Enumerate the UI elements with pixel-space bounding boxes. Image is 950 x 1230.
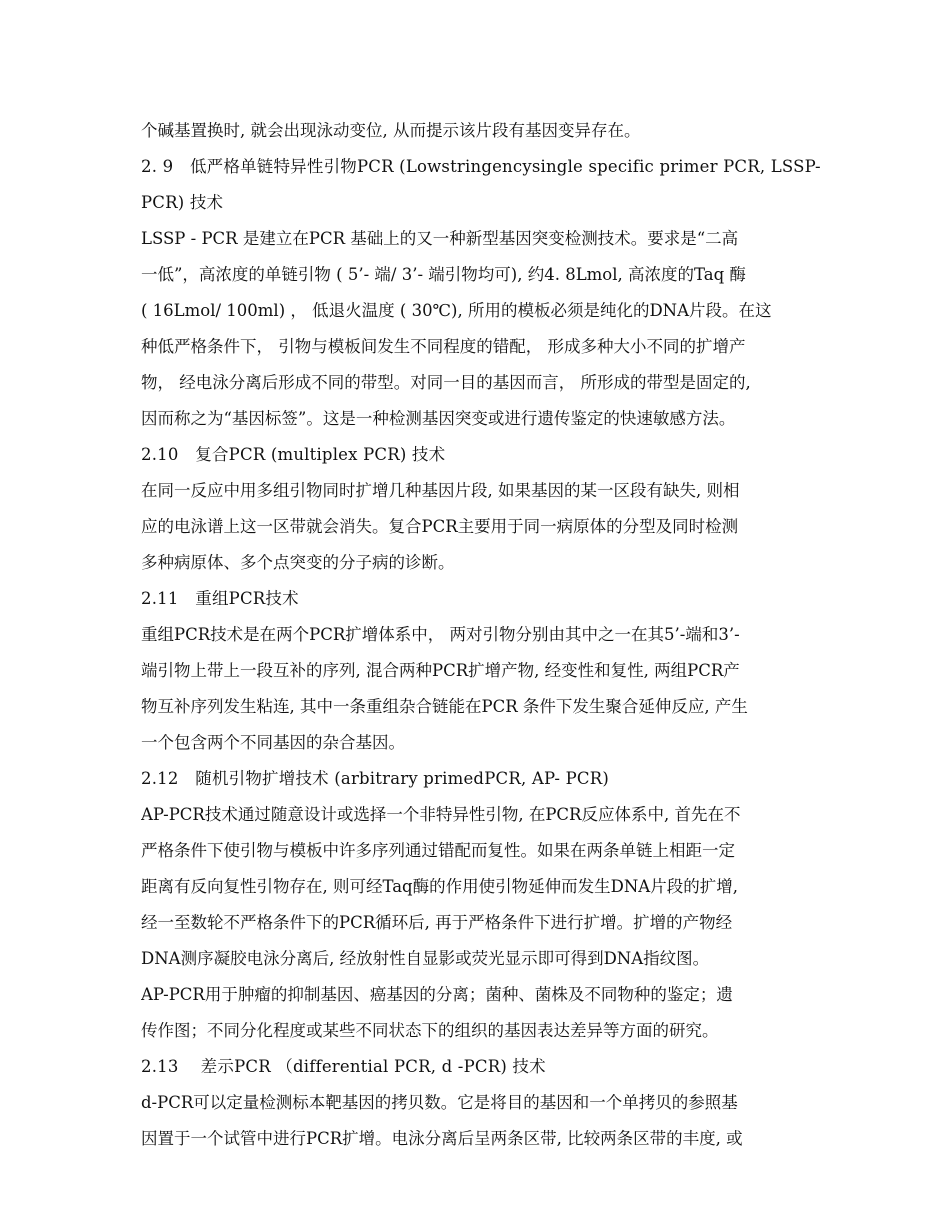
text-line: 经一至数轮不严格条件下的PCR循环后, 再于严格条件下进行扩增。扩增的产物经 (141, 913, 733, 932)
text-line: AP-PCR技术通过随意设计或选择一个非特异性引物, 在PCR反应体系中, 首先在不 (141, 805, 741, 824)
text-line: ( 16Lmol/ 100ml) ， 低退火温度 ( 30℃), 所用的模板必须是纯化的DNA片段。在这 (141, 301, 772, 320)
text-line: 严格条件下使引物与模板中许多序列通过错配而复性。如果在两条单链上相距一定 (141, 841, 735, 860)
text-line: 因置于一个试管中进行PCR扩增。电泳分离后呈两条区带, 比较两条区带的丰度, 或 (141, 1129, 743, 1148)
text-line: 因而称之为“基因标签”。这是一种检测基因突变或进行遗传鉴定的快速敏感方法。 (141, 409, 736, 428)
text-line: LSSP - PCR 是建立在PCR 基础上的又一种新型基因突变检测技术。要求是“二高 (141, 229, 739, 248)
text-line: 种低严格条件下， 引物与模板间发生不同程度的错配， 形成多种大小不同的扩增产 (141, 337, 746, 356)
section-heading-2-10: 2.10 复合PCR (multiplex PCR) 技术 (141, 445, 446, 464)
text-line: 在同一反应中用多组引物同时扩增几种基因片段, 如果基因的某一区段有缺失, 则相 (141, 481, 740, 500)
section-heading-2-12: 2.12 随机引物扩增技术 (arbitrary primedPCR, AP- PCR) (141, 769, 609, 788)
text-line: 多种病原体、多个点突变的分子病的诊断。 (141, 553, 455, 572)
text-line: 应的电泳谱上这一区带就会消失。复合PCR主要用于同一病原体的分型及同时检测 (141, 517, 739, 536)
text-line: 端引物上带上一段互补的序列, 混合两种PCR扩增产物, 经变性和复性, 两组PCR产 (141, 661, 740, 680)
text-line: 个碱基置换时, 就会出现泳动变位, 从而提示该片段有基因变异存在。 (141, 121, 641, 140)
text-line: 一低”，高浓度的单链引物 ( 5’- 端/ 3’- 端引物均可), 约4. 8Lmol, 高浓度的Taq 酶 (141, 265, 746, 284)
section-heading-2-9-cont: PCR) 技术 (141, 193, 224, 212)
text-line: 物， 经电泳分离后形成不同的带型。对同一目的基因而言， 所形成的带型是固定的, (141, 373, 751, 392)
text-line: DNA测序凝胶电泳分离后, 经放射性自显影或荧光显示即可得到DNA指纹图。 (141, 949, 710, 968)
section-heading-2-11: 2.11 重组PCR技术 (141, 589, 299, 608)
text-line: 重组PCR技术是在两个PCR扩增体系中， 两对引物分别由其中之一在其5’-端和3’- (141, 625, 740, 644)
section-heading-2-13: 2.13 差示PCR （differential PCR, d -PCR) 技术 (141, 1057, 546, 1076)
text-line: d-PCR可以定量检测标本靶基因的拷贝数。它是将目的基因和一个单拷贝的参照基 (141, 1093, 738, 1112)
text-line: 传作图；不同分化程度或某些不同状态下的组织的基因表达差异等方面的研究。 (141, 1021, 719, 1040)
text-line: AP-PCR用于肿瘤的抑制基因、癌基因的分离；菌种、菌株及不同物种的鉴定；遗 (141, 985, 733, 1004)
section-heading-2-9: 2. 9 低严格单链特异性引物PCR (Lowstringencysingle specific primer PCR, LSSP- (141, 157, 821, 176)
text-line: 物互补序列发生粘连, 其中一条重组杂合链能在PCR 条件下发生聚合延伸反应, 产生 (141, 697, 748, 716)
text-line: 距离有反向复性引物存在, 则可经Taq酶的作用使引物延伸而发生DNA片段的扩增, (141, 877, 738, 896)
text-line: 一个包含两个不同基因的杂合基因。 (141, 733, 405, 752)
